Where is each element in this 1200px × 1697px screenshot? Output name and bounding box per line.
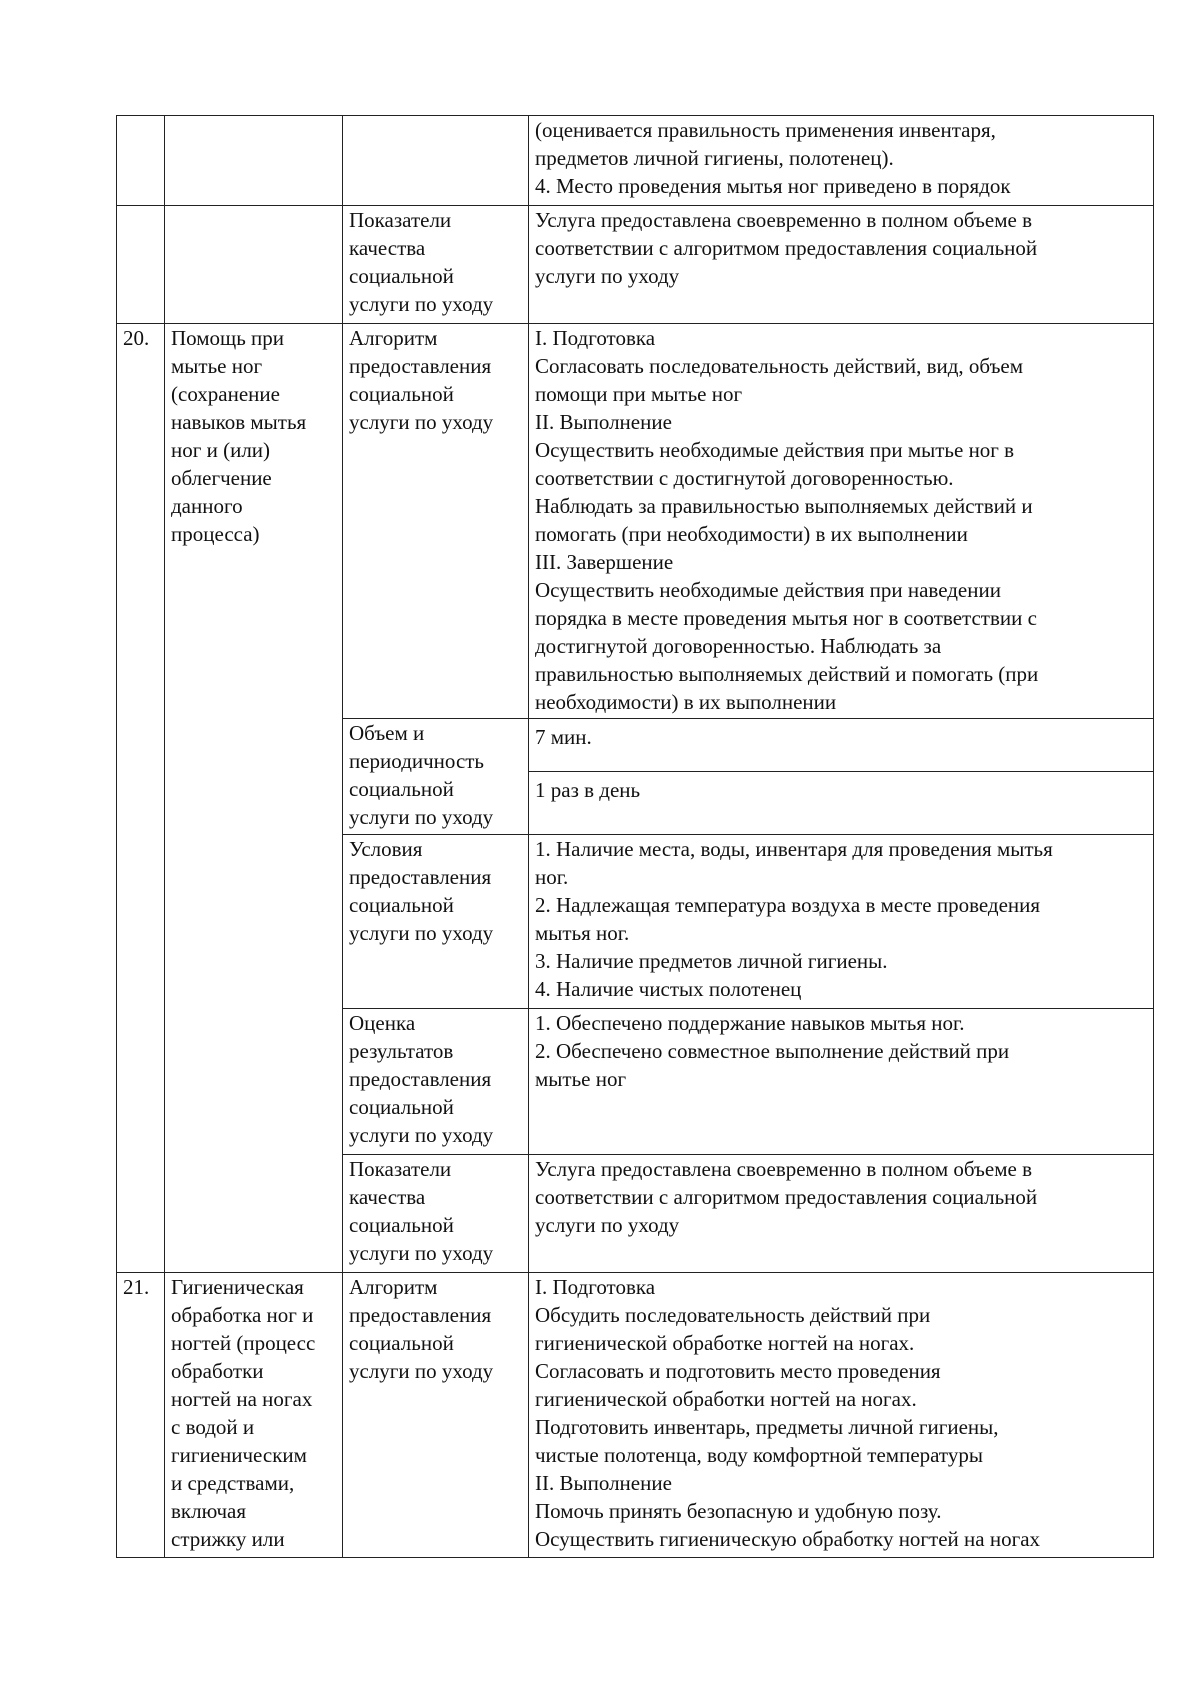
text-line: процесса) bbox=[171, 522, 260, 546]
param-label-cell bbox=[343, 116, 529, 206]
number-cell bbox=[117, 116, 165, 206]
param-value-cell bbox=[529, 1009, 1154, 1155]
text-line: 1. Обеспечено поддержание навыков мытья ног. bbox=[535, 1011, 965, 1035]
text-line: Условия bbox=[349, 837, 423, 861]
text-line: II. Выполнение bbox=[535, 1471, 672, 1495]
text-line: 1. Наличие места, воды, инвентаря для проведения мытья bbox=[535, 837, 1053, 861]
param-label-cell bbox=[343, 1009, 529, 1155]
service-name-cell bbox=[165, 206, 343, 324]
text-line: стрижку или bbox=[171, 1527, 285, 1551]
text-line: предоставления bbox=[349, 1067, 492, 1091]
text-line: соответствии с алгоритмом предоставления социальной bbox=[535, 1185, 1038, 1209]
text-line: I. Подготовка bbox=[535, 326, 656, 350]
text-line: Подготовить инвентарь, предметы личной гигиены, bbox=[535, 1415, 999, 1439]
text-line: ногтей на ногах bbox=[171, 1387, 313, 1411]
text-line: мытья ног. bbox=[535, 921, 630, 945]
text-line: гигиенической обработке ногтей на ногах. bbox=[535, 1331, 915, 1355]
text-line: и средствами, bbox=[171, 1471, 295, 1495]
text-line: помогать (при необходимости) в их выполнении bbox=[535, 522, 968, 546]
text-line: гигиеническим bbox=[171, 1443, 307, 1467]
text-line: II. Выполнение bbox=[535, 410, 672, 434]
text-line: Алгоритм bbox=[349, 326, 438, 350]
text-line: облегчение bbox=[171, 466, 272, 490]
text-line: (сохранение bbox=[171, 382, 280, 406]
param-value-cell: 7 мин. bbox=[529, 719, 1154, 772]
text-line: навыков мытья bbox=[171, 410, 307, 434]
text-line: Осуществить необходимые действия при мытье ног в bbox=[535, 438, 1015, 462]
text-line: Помощь при bbox=[171, 326, 285, 350]
text-line: помощи при мытье ног bbox=[535, 382, 743, 406]
param-label-cell bbox=[343, 835, 529, 1009]
text-line: необходимости) в их выполнении bbox=[535, 690, 837, 714]
text-line: Алгоритм bbox=[349, 1275, 438, 1299]
services-table bbox=[116, 115, 1154, 1558]
service-name bbox=[165, 324, 343, 1273]
text-line: Согласовать последовательность действий, вид, объем bbox=[535, 354, 1024, 378]
text-line: услуги по уходу bbox=[349, 1359, 494, 1383]
text-line: услуги по уходу bbox=[349, 805, 494, 829]
text-line: услуги по уходу bbox=[349, 410, 494, 434]
text-line: Объем и bbox=[349, 721, 425, 745]
text-line: социальной bbox=[349, 1213, 454, 1237]
text-line: Показатели bbox=[349, 1157, 452, 1181]
text-line: правильностью выполняемых действий и помогать (при bbox=[535, 662, 1039, 686]
text-line: Показатели bbox=[349, 208, 452, 232]
param-label-cell bbox=[343, 206, 529, 324]
text-line: 2. Надлежащая температура воздуха в месте проведения bbox=[535, 893, 1041, 917]
text-line: предоставления bbox=[349, 865, 492, 889]
text-line: услуги по уходу bbox=[349, 292, 494, 316]
text-line: Обсудить последовательность действий при bbox=[535, 1303, 931, 1327]
text-line: Гигиеническая bbox=[171, 1275, 304, 1299]
text-line: гигиенической обработки ногтей на ногах. bbox=[535, 1387, 917, 1411]
text-line: порядка в месте проведения мытья ног в соответствии с bbox=[535, 606, 1037, 630]
text-line: Наблюдать за правильностью выполняемых действий и bbox=[535, 494, 1033, 518]
text-line: соответствии с алгоритмом предоставления социальной bbox=[535, 236, 1038, 260]
text-line: качества bbox=[349, 236, 426, 260]
text-line: обработка ног и bbox=[171, 1303, 314, 1327]
text-line: 4. Наличие чистых полотенец bbox=[535, 977, 802, 1001]
service-name bbox=[165, 1273, 343, 1558]
service-number: 20. bbox=[117, 324, 165, 1273]
text-line: мытье ног bbox=[535, 1067, 627, 1091]
text-line: ногтей (процесс bbox=[171, 1331, 316, 1355]
text-line: результатов bbox=[349, 1039, 454, 1063]
text-line: достигнутой договоренностью. Наблюдать за bbox=[535, 634, 942, 658]
text-line: ног. bbox=[535, 865, 569, 889]
text-line: чистые полотенца, воду комфортной температуры bbox=[535, 1443, 983, 1467]
table-row bbox=[117, 116, 1154, 206]
param-label-cell bbox=[343, 719, 529, 835]
param-label-cell bbox=[343, 324, 529, 719]
text-line: 3. Наличие предметов личной гигиены. bbox=[535, 949, 888, 973]
text-line: I. Подготовка bbox=[535, 1275, 656, 1299]
text-line: соответствии с достигнутой договоренностью. bbox=[535, 466, 954, 490]
text-line: Осуществить гигиеническую обработку ногтей на ногах bbox=[535, 1527, 1041, 1551]
text-line: социальной bbox=[349, 1331, 454, 1355]
text-line: социальной bbox=[349, 264, 454, 288]
text-line: услуги по уходу bbox=[535, 264, 680, 288]
text-line: III. Завершение bbox=[535, 550, 674, 574]
text-line: услуги по уходу bbox=[349, 1241, 494, 1265]
text-line: качества bbox=[349, 1185, 426, 1209]
text-line: Осуществить необходимые действия при наведении bbox=[535, 578, 1001, 602]
text-line: мытье ног bbox=[171, 354, 263, 378]
text-line: социальной bbox=[349, 777, 454, 801]
text-line: 4. Место проведения мытья ног приведено в порядок bbox=[535, 174, 1011, 198]
text-line: Согласовать и подготовить место проведения bbox=[535, 1359, 941, 1383]
param-value-cell bbox=[529, 835, 1154, 1009]
param-label-cell bbox=[343, 1155, 529, 1273]
table-row bbox=[117, 324, 1154, 719]
text-line: Оценка bbox=[349, 1011, 416, 1035]
text-line: предоставления bbox=[349, 354, 492, 378]
param-value-cell bbox=[529, 324, 1154, 719]
param-label-cell bbox=[343, 1273, 529, 1558]
text-line: 2. Обеспечено совместное выполнение действий при bbox=[535, 1039, 1010, 1063]
text-line: Помочь принять безопасную и удобную позу. bbox=[535, 1499, 942, 1523]
param-value-cell bbox=[529, 1273, 1154, 1558]
table-row bbox=[117, 206, 1154, 324]
text-line: социальной bbox=[349, 1095, 454, 1119]
param-value-cell bbox=[529, 206, 1154, 324]
number-cell bbox=[117, 206, 165, 324]
text-line: (оценивается правильность применения инвентаря, bbox=[535, 118, 996, 142]
text-line: предоставления bbox=[349, 1303, 492, 1327]
text-line: Услуга предоставлена своевременно в полном объеме в bbox=[535, 1157, 1032, 1181]
text-line: с водой и bbox=[171, 1415, 255, 1439]
service-number: 21. bbox=[117, 1273, 165, 1558]
text-line: социальной bbox=[349, 893, 454, 917]
text-line: обработки bbox=[171, 1359, 264, 1383]
service-name-cell bbox=[165, 116, 343, 206]
text-line: ног и (или) bbox=[171, 438, 271, 462]
text-line: включая bbox=[171, 1499, 247, 1523]
text-line: социальной bbox=[349, 382, 454, 406]
text-line: периодичность bbox=[349, 749, 485, 773]
text-line: услуги по уходу bbox=[349, 921, 494, 945]
param-value-cell bbox=[529, 116, 1154, 206]
text-line: услуги по уходу bbox=[535, 1213, 680, 1237]
table-row bbox=[117, 1273, 1154, 1558]
text-line: услуги по уходу bbox=[349, 1123, 494, 1147]
text-line: предметов личной гигиены, полотенец). bbox=[535, 146, 894, 170]
param-value-cell: 1 раз в день bbox=[529, 772, 1154, 835]
text-line: Услуга предоставлена своевременно в полном объеме в bbox=[535, 208, 1032, 232]
param-value-cell bbox=[529, 1155, 1154, 1273]
text-line: данного bbox=[171, 494, 243, 518]
